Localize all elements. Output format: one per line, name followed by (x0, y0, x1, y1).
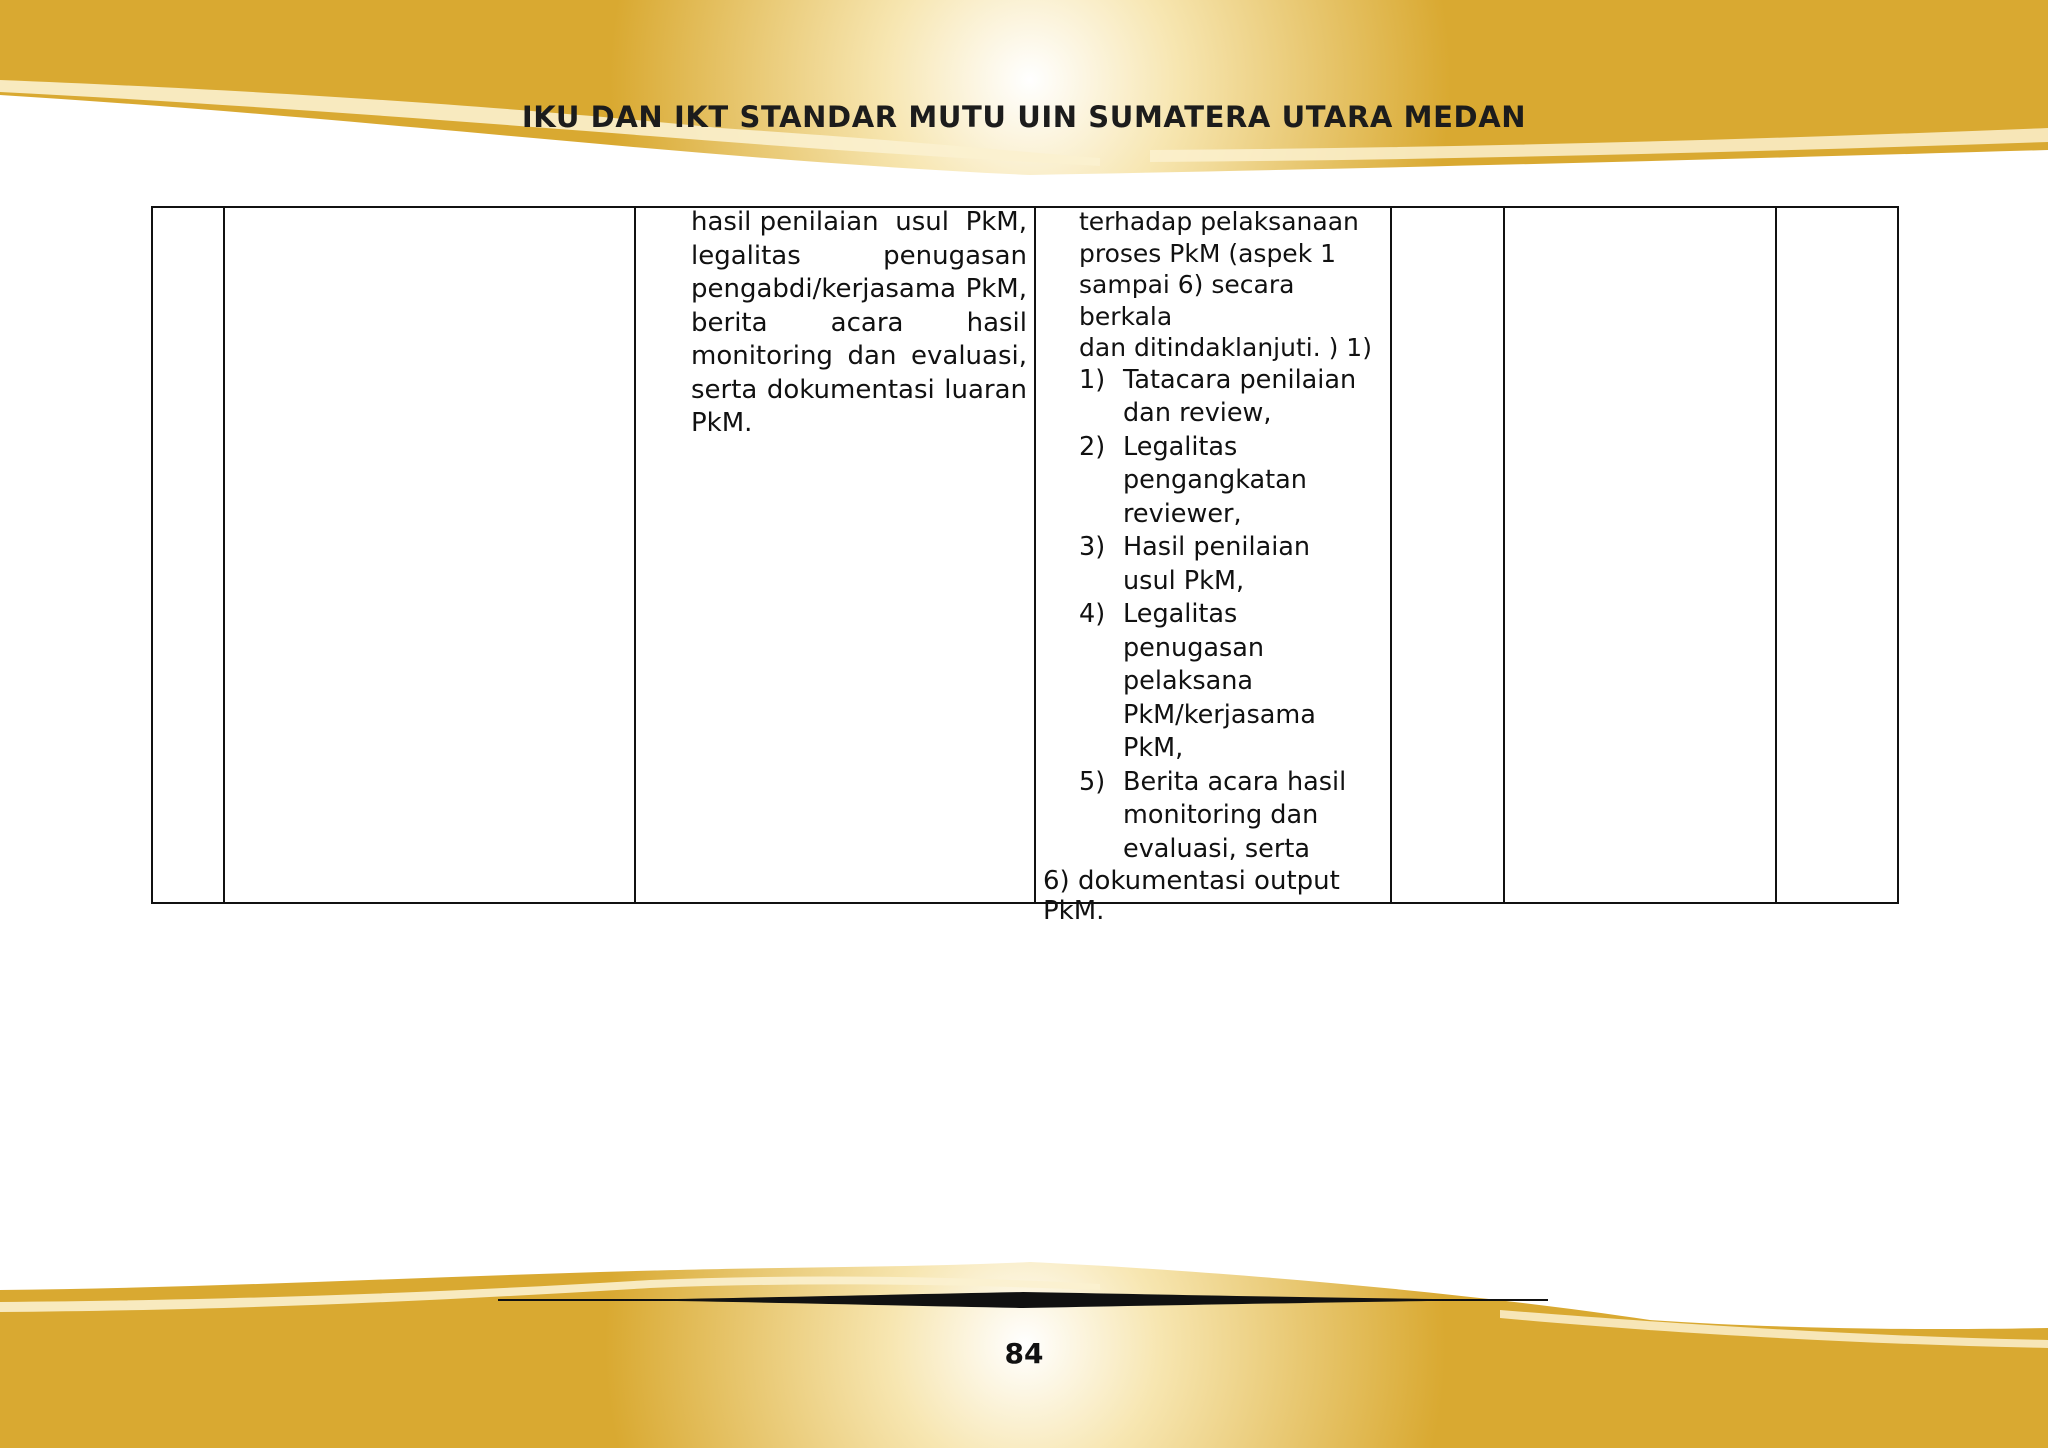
list-item (1043, 531, 1373, 598)
usul-line (691, 307, 1027, 341)
documentation-cell (1043, 206, 1373, 926)
item-line: usul PkM, (1123, 565, 1245, 596)
usul-word: legalitas (691, 240, 801, 271)
usul-line (691, 273, 1027, 307)
usul-word: berita (691, 307, 768, 338)
usul-line (691, 206, 1027, 240)
list-number: 4) (1079, 599, 1106, 629)
item-line: PkM, (1123, 733, 1184, 763)
usul-word: dokumentasi (766, 374, 935, 405)
list-item (1043, 598, 1373, 766)
item-line: penugasan (1123, 632, 1265, 663)
usul-line (691, 374, 1027, 408)
column-divider (1390, 208, 1392, 902)
intro-line: terhadap pelaksanaan (1079, 207, 1359, 236)
item-line: Tatacara penilaian (1123, 364, 1357, 395)
list-item (1043, 364, 1373, 431)
usul-word: usul (895, 207, 949, 237)
usul-word: pengabdi/kerjasama (691, 274, 957, 304)
usul-word: serta (691, 374, 758, 405)
list-number: 1) (1079, 364, 1106, 395)
usul-word: PkM, (965, 274, 1027, 304)
documentation-intro (1079, 206, 1373, 364)
usul-word: hasil penilaian (691, 207, 879, 237)
item-line: evaluasi, serta (1123, 833, 1310, 864)
usul-word: luaran (944, 374, 1027, 405)
list-number: 2) (1079, 431, 1106, 462)
list-item (1043, 766, 1373, 867)
usul-word: dan (847, 341, 897, 371)
documentation-list (1043, 364, 1373, 867)
page-number: 84 (1004, 1337, 1044, 1370)
column-divider (1503, 208, 1505, 902)
usul-word: evaluasi, (911, 341, 1027, 371)
column-divider (634, 208, 636, 902)
column-divider (1034, 208, 1036, 902)
usul-word: hasil (966, 307, 1027, 338)
intro-line: dan ditindaklanjuti. ) 1) (1079, 333, 1372, 362)
footer-rule (498, 1290, 1548, 1308)
intro-line: sampai 6) secara berkala (1079, 270, 1295, 331)
intro-line: proses PkM (aspek 1 (1079, 238, 1337, 268)
item-line: Hasil penilaian (1123, 532, 1311, 562)
usul-word: penugasan (883, 240, 1027, 271)
item-line: reviewer, (1123, 498, 1242, 529)
header-band (0, 0, 2048, 190)
criteria-table (151, 206, 1899, 926)
item-line: Legalitas (1123, 599, 1238, 629)
column-divider (223, 208, 225, 902)
item-line: Legalitas (1123, 431, 1238, 462)
item-line: PkM/kerjasama (1123, 699, 1316, 730)
usul-word: PkM, (965, 207, 1027, 237)
column-divider (1775, 208, 1777, 902)
item-line: Berita acara hasil (1123, 766, 1347, 797)
usul-word: acara (830, 307, 904, 338)
usul-cell (691, 206, 1027, 441)
item-line: pelaksana (1123, 666, 1254, 696)
usul-word: monitoring (691, 341, 833, 371)
usul-line (691, 340, 1027, 374)
tail-line: 6) dokumentasi output (1043, 866, 1340, 896)
documentation-tail (1043, 866, 1373, 926)
usul-line: PkM. (691, 408, 753, 438)
item-line: pengangkatan (1123, 465, 1307, 495)
header-title: IKU DAN IKT STANDAR MUTU UIN SUMATERA UTARA MEDAN (521, 100, 1527, 134)
list-number: 3) (1079, 532, 1106, 562)
list-item (1043, 431, 1373, 532)
item-line: monitoring dan (1123, 800, 1319, 830)
tail-line: PkM. (1043, 896, 1105, 926)
usul-line (691, 240, 1027, 274)
item-line: dan review, (1123, 398, 1272, 428)
list-number: 5) (1079, 766, 1106, 797)
